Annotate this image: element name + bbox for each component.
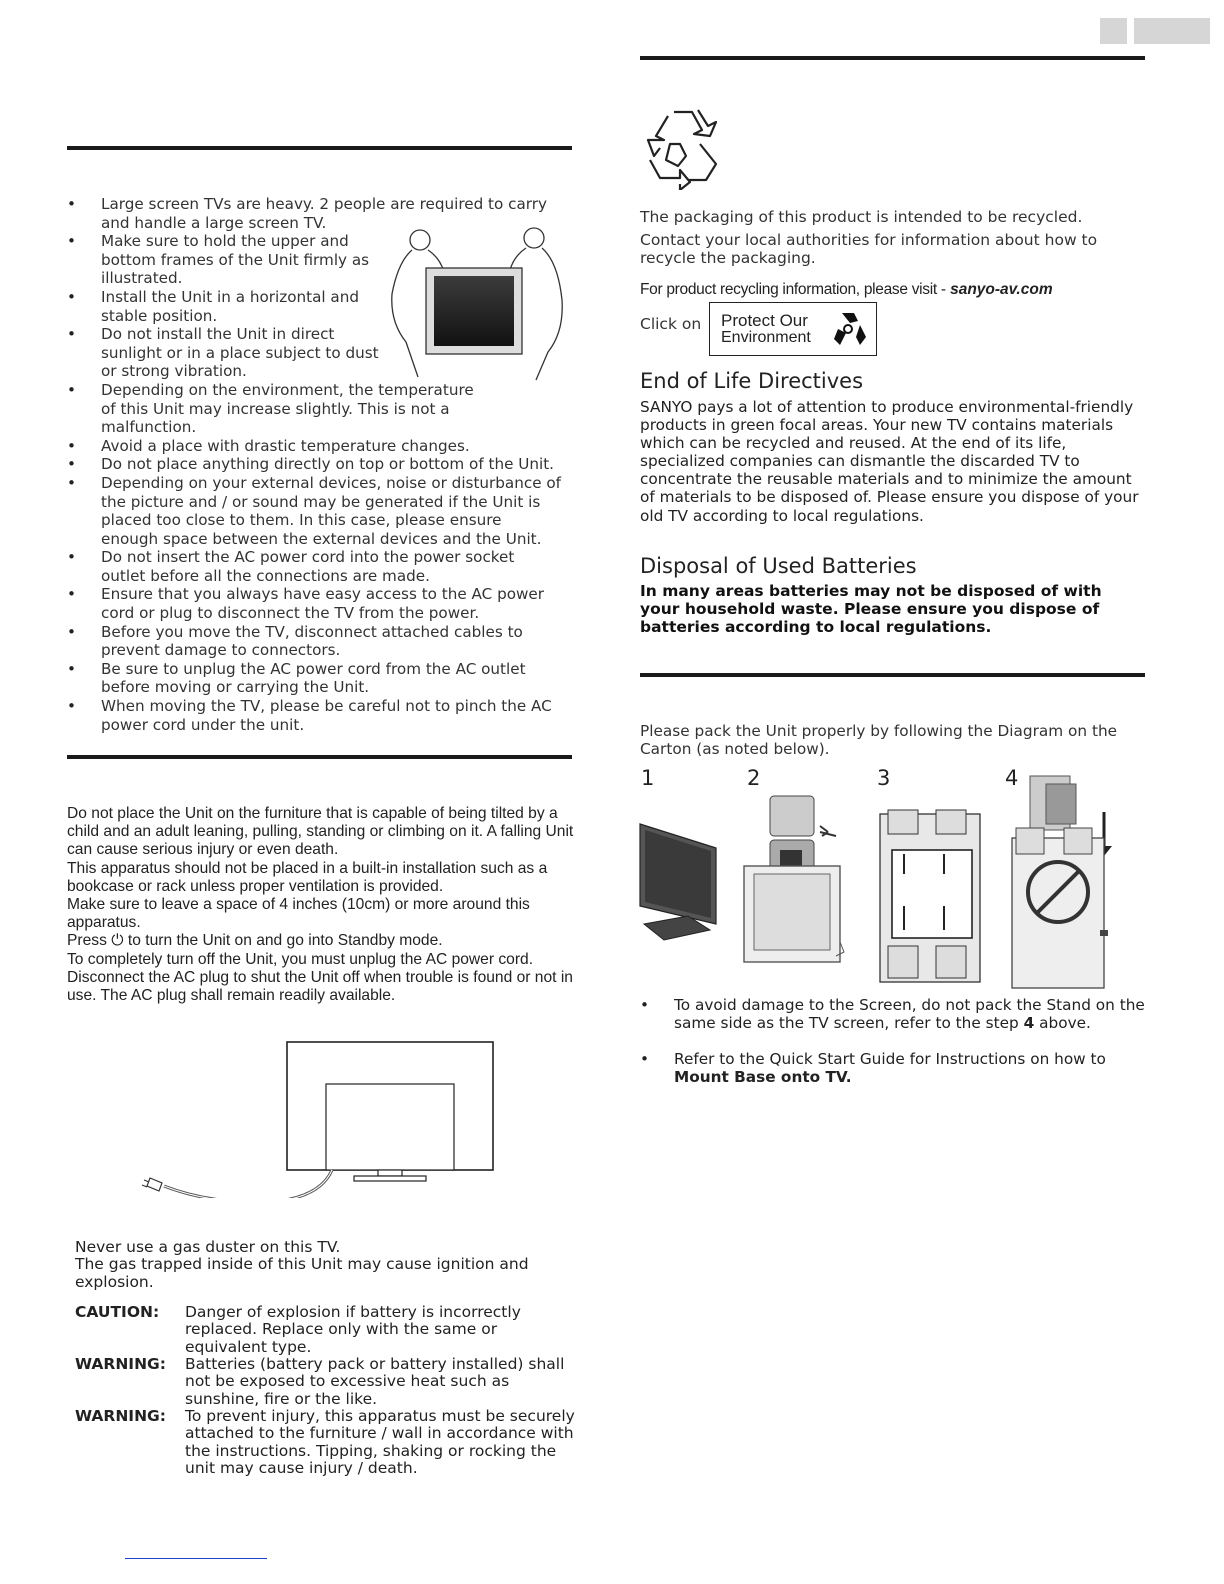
bullet-dot: • xyxy=(640,1050,650,1068)
list-item: • Large screen TVs are heavy. 2 people are required to carry and handle a large screen TV. xyxy=(67,195,561,232)
step-number: 3 xyxy=(877,766,891,790)
protect-line: Environment xyxy=(721,329,811,346)
batteries-heading: Disposal of Used Batteries xyxy=(640,554,917,578)
bullet-text: above. xyxy=(1039,1013,1091,1032)
list-item: • Do not install the Unit in direct sunlight or in a place subject to dust or strong vibration. xyxy=(67,325,386,381)
caution-label: CAUTION: xyxy=(75,1303,160,1321)
list-item: • Depending on the environment, the temperature of this Unit may increase slightly. This is not a malfunction. xyxy=(67,381,477,437)
caution-text: Danger of explosion if battery is incorrectly replaced. Replace only with the same or equivalent type. xyxy=(185,1303,521,1356)
placement-warnings xyxy=(67,805,577,1005)
footer-link-underline xyxy=(125,1558,267,1559)
warning-paragraph: Disconnect the AC plug to shut the Unit off when trouble is found or not in use. The AC plug shall remain readily available. xyxy=(67,968,573,1005)
end-of-life-body: SANYO pays a lot of attention to produce environmental-friendly products in green focal areas. Your new TV contains materials which can be recycled and reused. At the end of its life, specialized companies can dismantle the discarded TV to concentrate the reusable materials and to minimize the amount of materials to be disposed of. Please ensure you dispose of your old TV according to local regulations. xyxy=(640,398,1139,525)
packing-step-4-illustration xyxy=(1006,772,1126,992)
bullet-dot: • xyxy=(640,996,650,1014)
standby-text: to turn the Unit on and go into Standby mode. xyxy=(127,932,443,950)
list-item: • Install the Unit in a horizontal and stable position. xyxy=(67,288,371,325)
section-rule-recycling xyxy=(640,56,1145,60)
header-tab-box-1 xyxy=(1100,18,1127,44)
protect-environment-button[interactable] xyxy=(709,302,877,356)
warning-text: To prevent injury, this apparatus must be securely attached to the furniture / wall in accordance with the instructions. Tipping, shaking or rocking the unit may cause injury / death. xyxy=(185,1407,575,1478)
packing-bullet xyxy=(640,997,1145,1032)
section-rule-placement xyxy=(67,755,572,759)
warning-label: WARNING: xyxy=(75,1407,166,1425)
recycle-icon xyxy=(640,104,726,190)
recycle-line: The packaging of this product is intended to be recycled. xyxy=(640,208,1083,226)
list-item: • Before you move the TV, disconnect attached cables to prevent damage to connectors. xyxy=(67,623,551,660)
end-of-life-heading: End of Life Directives xyxy=(640,369,864,393)
gas-line: Never use a gas duster on this TV. xyxy=(75,1238,341,1256)
warning-paragraph xyxy=(67,932,577,950)
packing-intro: Please pack the Unit properly by following the Diagram on the Carton (as noted below). xyxy=(640,722,1118,759)
click-on-label: Click on xyxy=(640,315,702,333)
warning-label: WARNING: xyxy=(75,1355,166,1373)
gas-line: The gas trapped inside of this Unit may cause ignition and explosion. xyxy=(75,1255,529,1291)
bullet-text: To avoid damage to the Screen, do not pack the Stand on the same side as the TV screen, refer to the step xyxy=(674,996,1145,1032)
bullet-text: Refer to the Quick Start Guide for Instructions on how to xyxy=(674,1050,1106,1068)
gas-duster-warning xyxy=(75,1239,575,1291)
packing-step-2-illustration xyxy=(740,792,860,988)
press-text: Press xyxy=(67,932,107,950)
power-icon: ⏻ xyxy=(111,932,124,950)
list-item: • Be sure to unplug the AC power cord from the AC outlet before moving or carrying the Unit. xyxy=(67,660,551,697)
list-item: • Depending on your external devices, noise or disturbance of the picture and / or sound may be generated if the Unit is placed too close to them. In this case, please ensure enough space between the external devices and the Unit. xyxy=(67,474,561,548)
step-number: 1 xyxy=(641,766,655,790)
list-item: • Avoid a place with drastic temperature changes. xyxy=(67,437,577,456)
list-item: • Make sure to hold the upper and bottom frames of the Unit firmly as illustrated. xyxy=(67,232,401,288)
recycle-line: Contact your local authorities for information about how to recycle the packaging. xyxy=(640,231,1098,267)
section-rule-packing xyxy=(640,673,1145,677)
header-tab-box-2 xyxy=(1134,18,1210,44)
sanyo-link[interactable]: sanyo-av.com xyxy=(950,281,1053,298)
warning-text: Batteries (battery pack or battery installed) shall not be exposed to excessive heat such as sunshine, fire or the like. xyxy=(185,1355,565,1408)
visit-text: For product recycling information, please visit - xyxy=(640,281,946,298)
recycling-info-line xyxy=(640,281,1160,299)
list-item: • Ensure that you always have easy access to the AC power cord or plug to disconnect the TV from the power. xyxy=(67,585,566,622)
tv-power-cord-illustration xyxy=(140,1038,500,1198)
bullet-bold: 4 xyxy=(1023,1013,1035,1032)
packing-step-3-illustration xyxy=(874,806,986,990)
warning-paragraph: To completely turn off the Unit, you must unplug the AC power cord. xyxy=(67,950,534,968)
recycle-mini-icon xyxy=(828,309,868,349)
batteries-body: In many areas batteries may not be disposed of with your household waste. Please ensure you dispose of batteries according to local regulations. xyxy=(640,582,1102,636)
list-item: • When moving the TV, please be careful not to pinch the AC power cord under the unit. xyxy=(67,697,577,734)
protect-line: Protect Our xyxy=(721,311,808,330)
list-item: • Do not place anything directly on top or bottom of the Unit. xyxy=(67,455,577,474)
step-number: 2 xyxy=(747,766,761,790)
list-item: • Do not insert the AC power cord into the power socket outlet before all the connections are made. xyxy=(67,548,556,585)
warning-paragraph: Do not place the Unit on the furniture that is capable of being tilted by a child and an adult leaning, pulling, standing or climbing on it. A falling Unit can cause serious injury or even death. xyxy=(67,805,574,859)
warning-paragraph: This apparatus should not be placed in a built-in installation such as a bookcase or rack unless proper ventilation is provided. xyxy=(67,859,548,895)
section-rule-handling xyxy=(67,146,572,150)
carrying-tv-illustration xyxy=(378,222,574,382)
bullet-bold: Mount Base onto TV. xyxy=(674,1067,852,1086)
packing-step-1-illustration xyxy=(636,820,720,944)
recycle-intro xyxy=(640,208,1140,267)
packing-bullet xyxy=(640,1051,1145,1086)
step-number: 4 xyxy=(1005,766,1019,790)
warning-paragraph: Make sure to leave a space of 4 inches (10cm) or more around this apparatus. xyxy=(67,896,530,932)
